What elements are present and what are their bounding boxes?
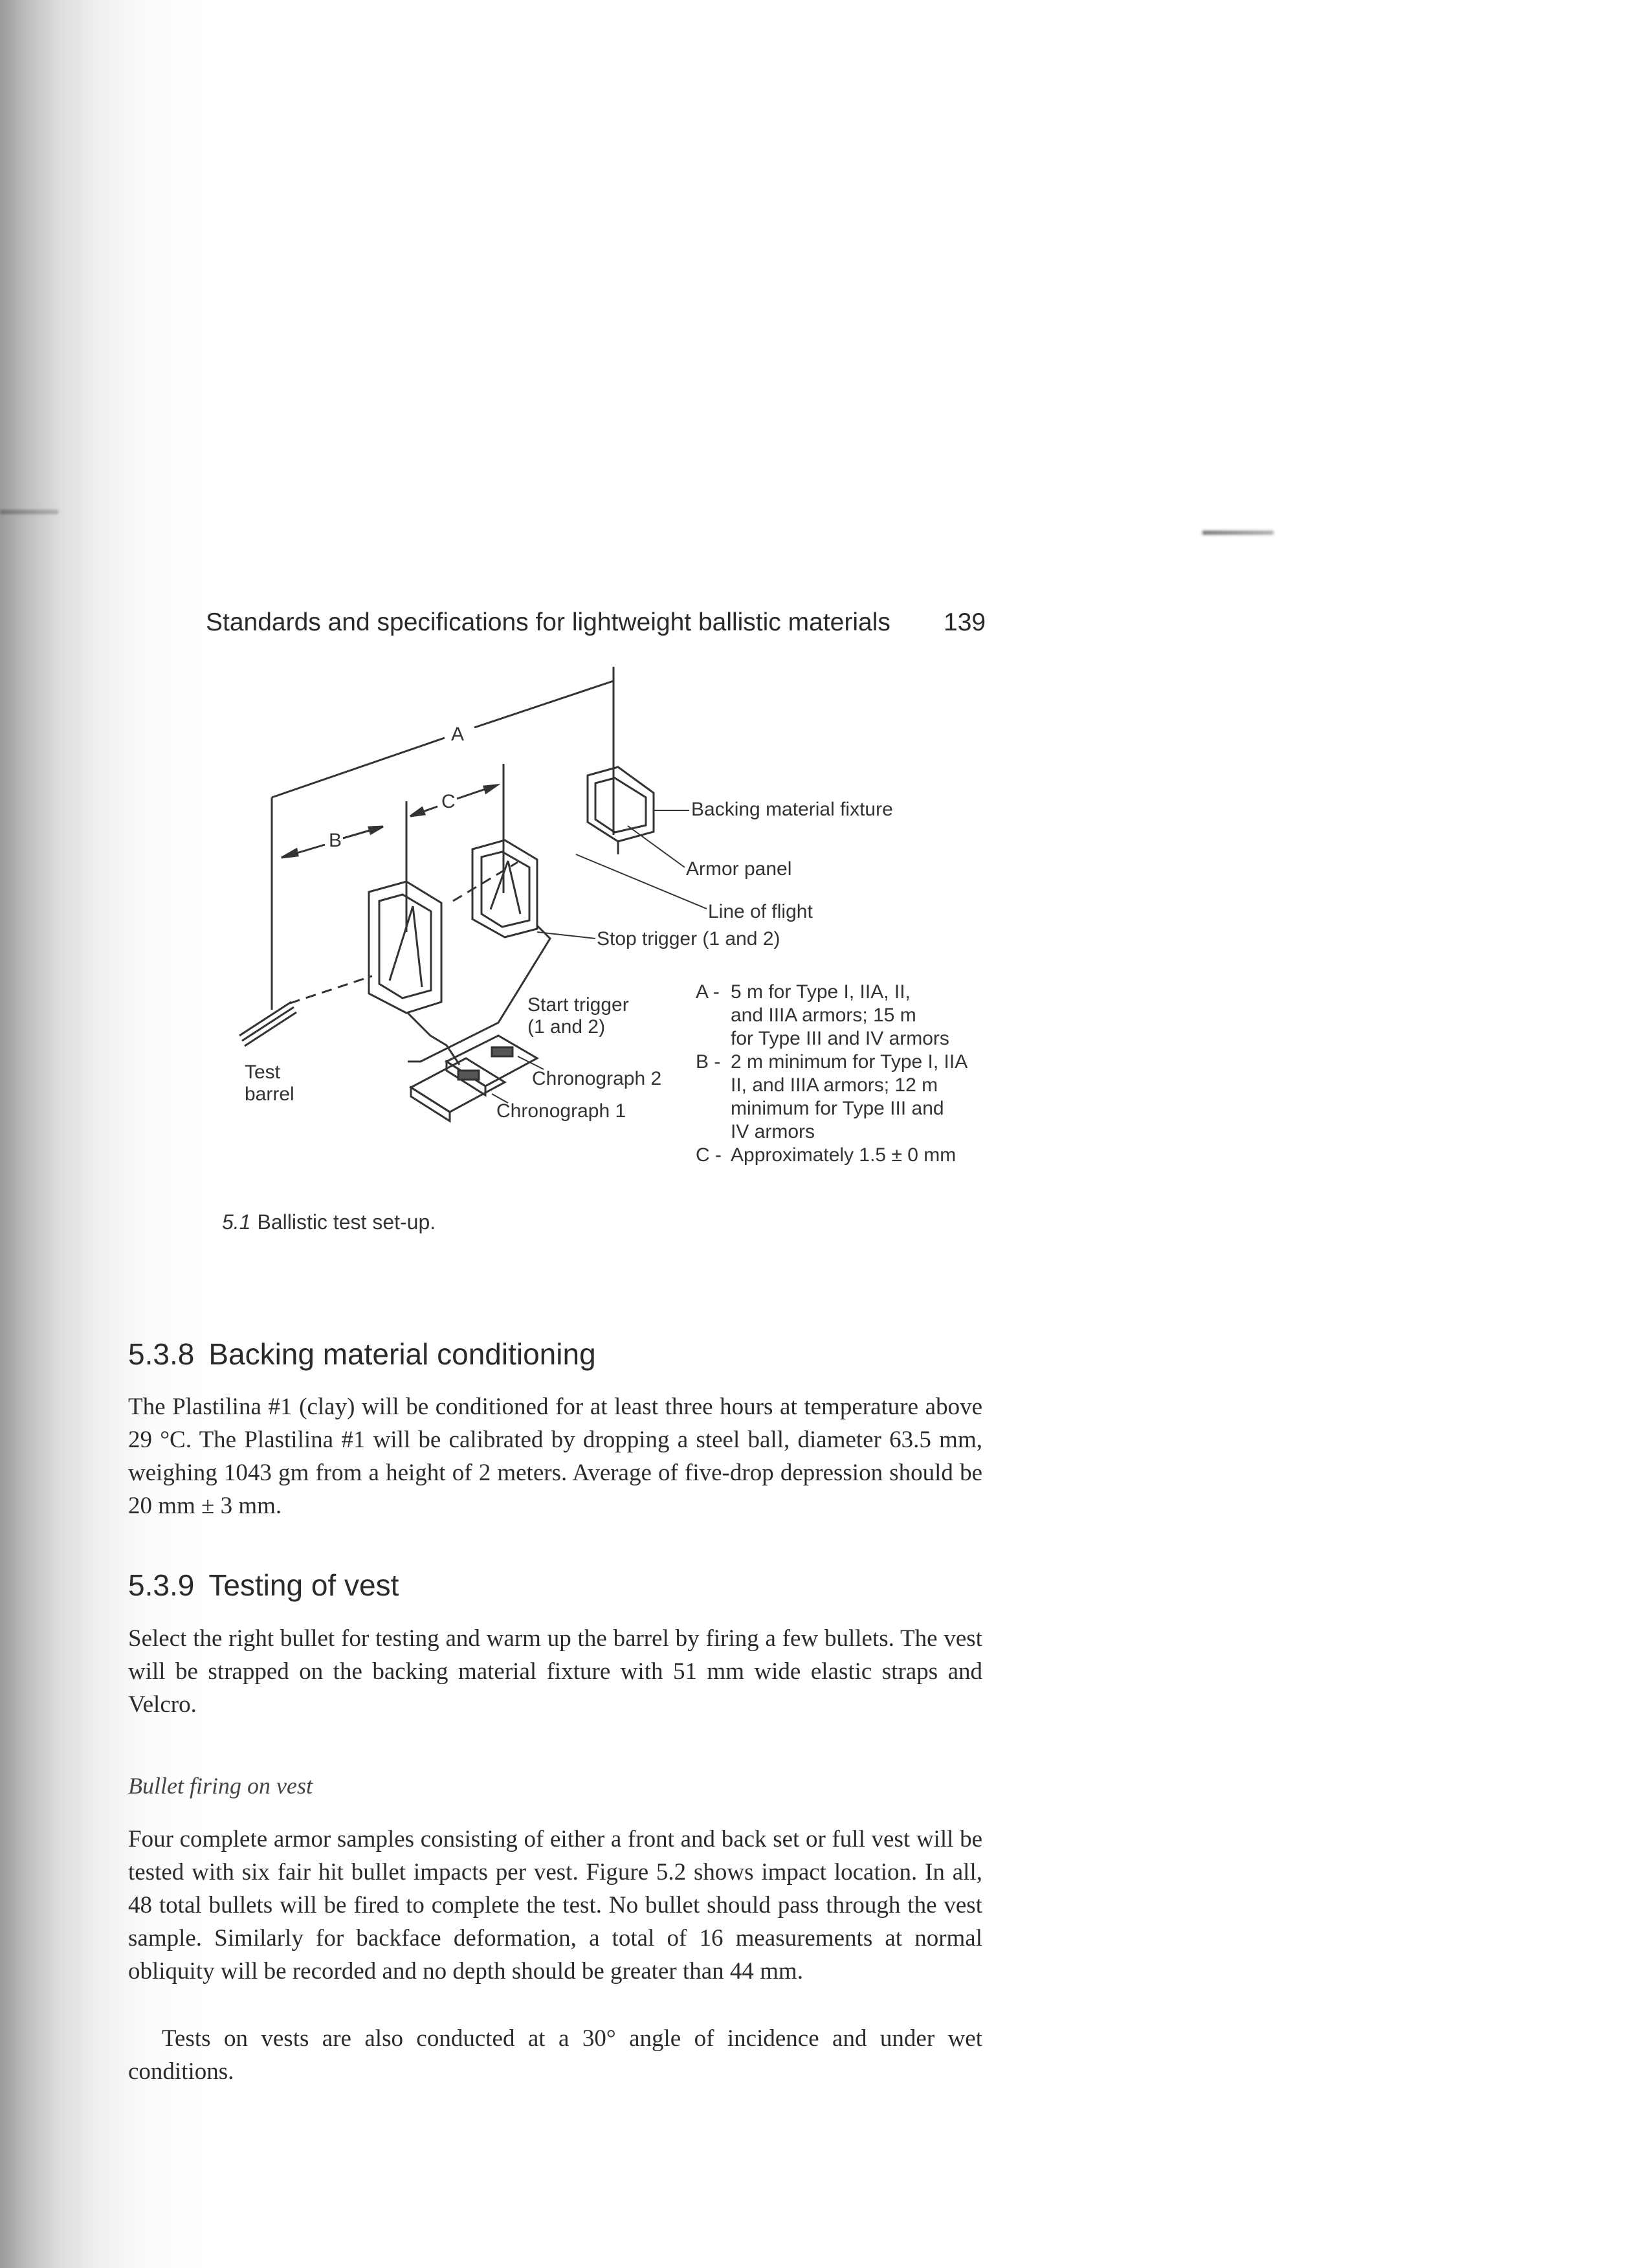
figure-caption-number: 5.1 (222, 1210, 251, 1234)
label-armor-panel: Armor panel (686, 858, 792, 880)
arrowhead-c-right (484, 785, 497, 793)
figure-caption (222, 1210, 436, 1234)
section-title: Backing material conditioning (208, 1337, 596, 1371)
scan-edge-mark-left (0, 510, 58, 514)
key-letter: A - (696, 981, 720, 1003)
key-line: minimum for Type III and (731, 1098, 944, 1119)
stop-trigger-cable (408, 926, 550, 1062)
flight-path-segment-2 (453, 862, 518, 901)
label-backing-material-fixture: Backing material fixture (691, 799, 893, 820)
subsection-heading: Bullet firing on vest (128, 1773, 313, 1799)
section-number: 5.3.8 (128, 1337, 195, 1371)
flight-path-segment-1 (290, 976, 372, 1003)
figure-caption-text: Ballistic test set-up. (257, 1210, 436, 1234)
stop-screen-slant-1 (491, 861, 508, 909)
paragraph-angle-tests: Tests on vests are also conducted at a 30° angle of incidence and under wet conditions. (128, 2025, 982, 2085)
key-item-a (696, 981, 967, 1051)
backing-material-fixture (588, 767, 654, 854)
label-test-barrel: Test (245, 1062, 281, 1083)
arrowhead-c-left (410, 808, 425, 816)
dimension-a-line-right (474, 681, 614, 728)
page-number: 139 (944, 608, 986, 636)
start-screen-slant-1 (390, 906, 413, 981)
paragraph-bullet-firing: Four complete armor samples consisting of either a front and back set or full vest will be tested with six fair hit bullet impacts per vest. Figure 5.2 shows impact location. In all, 48 total bullets will be fired to complete the test. No bullet should pass through the vest sample. Similarly for backface deformation, a total of 16 measurements at normal obliquity will be recorded and no depth should be greater than 44 mm. (128, 1826, 982, 1984)
paragraph-testing-of-vest: Select the right bullet for testing and warm up the barrel by firing a few bullets. The vest will be strapped on the backing material fixture with 51 mm wide elastic straps and Velcro. (128, 1625, 982, 1718)
key-item-b (696, 1051, 967, 1144)
scan-edge-mark-right (1202, 531, 1274, 535)
label-b: B (329, 830, 342, 851)
test-barrel-line-1 (239, 1002, 291, 1036)
key-line: Approximately 1.5 ± 0 mm (731, 1144, 956, 1166)
label-line-of-flight: Line of flight (708, 901, 813, 922)
chronograph-1-front (411, 1087, 450, 1121)
test-barrel (239, 1002, 296, 1046)
chronograph-1-display (458, 1071, 479, 1080)
label-test-barrel-2: barrel (245, 1084, 294, 1105)
dimension-a-line-left (272, 738, 445, 797)
section-heading-5-3-8 (128, 1337, 596, 1372)
arrowhead-b-right (369, 827, 383, 834)
leader-lines (492, 810, 707, 1103)
label-c: C (441, 791, 456, 812)
test-barrel-line-3 (245, 1012, 296, 1046)
arrowhead-b-left (282, 849, 298, 858)
key-line: II, and IIIA armors; 12 m (731, 1074, 938, 1096)
chronograph-1-box (411, 1058, 505, 1112)
key-line: for Type III and IV armors (731, 1028, 949, 1049)
running-header: Standards and specifications for lightweight ballistic materials (206, 608, 890, 636)
key-line: and IIIA armors; 15 m (731, 1005, 916, 1026)
key-line: 5 m for Type I, IIA, II, (731, 981, 911, 1003)
stop-screen-slant-2 (508, 861, 520, 914)
key-line: IV armors (731, 1121, 815, 1142)
key-letter: B - (696, 1051, 721, 1073)
figure-key (696, 981, 967, 1167)
key-letter: C - (696, 1144, 722, 1166)
label-a: A (451, 724, 465, 745)
key-line: 2 m minimum for Type I, IIA (731, 1051, 968, 1073)
key-item-c (696, 1144, 967, 1167)
fixture-inner-panel (595, 778, 646, 832)
label-start-trigger-2: (1 and 2) (527, 1016, 606, 1038)
start-trigger-screen (369, 882, 441, 1036)
label-stop-trigger: Stop trigger (1 and 2) (597, 928, 780, 950)
label-chronograph-2: Chronograph 2 (532, 1068, 662, 1089)
stop-screen-inner (481, 852, 529, 927)
start-screen-stand (408, 1013, 430, 1036)
start-screen-slant-2 (413, 906, 422, 987)
label-chronograph-1: Chronograph 1 (496, 1100, 626, 1122)
section-number: 5.3.9 (128, 1568, 195, 1602)
label-start-trigger: Start trigger (527, 994, 629, 1016)
section-heading-5-3-9 (128, 1568, 399, 1603)
dimension-lines (272, 667, 614, 1010)
leader-armor-panel (628, 826, 685, 867)
start-screen-inner (379, 895, 431, 998)
test-barrel-line-2 (242, 1007, 294, 1041)
chronograph-2-display (492, 1047, 513, 1056)
section-title: Testing of vest (208, 1568, 399, 1602)
paragraph-backing-conditioning: The Plastilina #1 (clay) will be conditioned for at least three hours at temperature above 29 °C. The Plastilina #1 will be calibrated by dropping a steel ball, diameter 63.5 mm, weighing 1043 gm from a height of 2 meters. Average of five-drop depression should be 20 mm ± 3 mm. (128, 1394, 982, 1519)
